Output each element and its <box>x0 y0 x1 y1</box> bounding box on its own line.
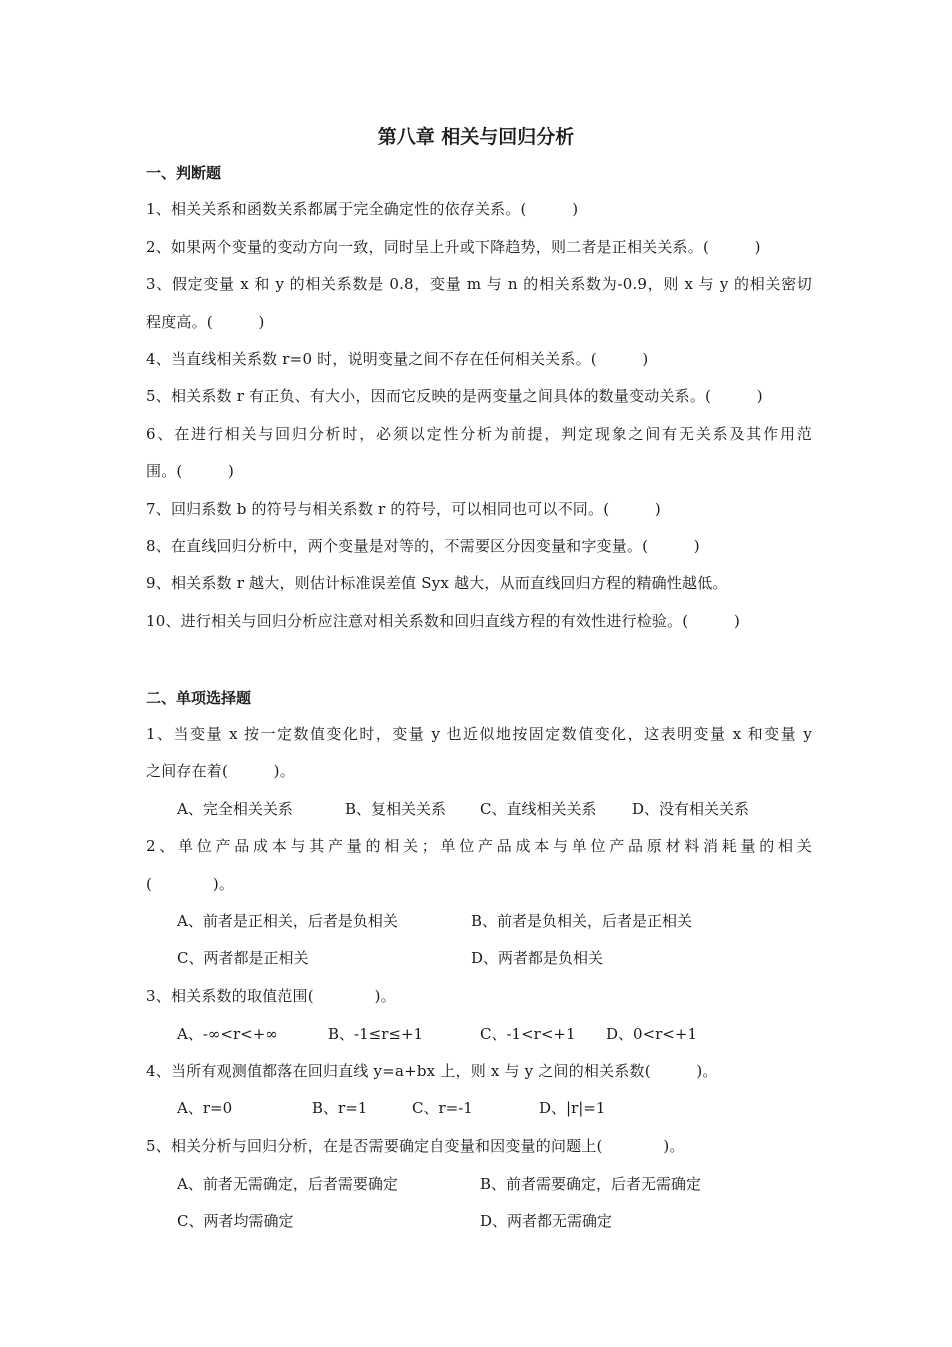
mc-q4-option-a: A、r=0 <box>177 1099 233 1117</box>
mc-q2-option-b: B、前者是负相关，后者是正相关 <box>471 912 693 930</box>
tf-question-7: 7、回归系数 b 的符号与相关系数 r 的符号，可以相同也可以不同。( ) <box>146 500 661 518</box>
tf-question-6-line2: 围。( ) <box>146 462 235 480</box>
mc-q3-option-b: B、-1≤r≤+1 <box>328 1025 424 1043</box>
tf-question-3-line2: 程度高。( ) <box>146 313 265 331</box>
mc-q2-option-c: C、两者都是正相关 <box>177 949 309 967</box>
mc-question-1-line1: 1、当变量 x 按一定数值变化时，变量 y 也近似地按固定数值变化，这表明变量 x 和变量 y <box>146 725 812 743</box>
mc-q3-option-c: C、-1<r<+1 <box>480 1025 576 1043</box>
mc-question-5: 5、相关分析与回归分析，在是否需要确定自变量和因变量的问题上( )。 <box>146 1137 685 1155</box>
mc-q5-option-d: D、两者都无需确定 <box>480 1212 613 1230</box>
mc-q1-option-a: A、完全相关关系 <box>177 800 293 818</box>
tf-question-8: 8、在直线回归分析中，两个变量是对等的，不需要区分因变量和字变量。( ) <box>146 537 700 555</box>
mc-q1-option-d: D、没有相关关系 <box>632 800 750 818</box>
mc-q5-option-b: B、前者需要确定，后者无需确定 <box>480 1175 702 1193</box>
tf-question-5: 5、相关系数 r 有正负、有大小，因而它反映的是两变量之间具体的数量变动关系。( ) <box>146 387 763 405</box>
mc-question-2-line2: ( )。 <box>146 875 235 893</box>
mc-q2-option-a: A、前者是正相关，后者是负相关 <box>177 912 398 930</box>
mc-q4-option-b: B、r=1 <box>312 1099 368 1117</box>
mc-q3-option-d: D、0<r<+1 <box>606 1025 697 1043</box>
tf-question-6-line1: 6、在进行相关与回归分析时，必须以定性分析为前提，判定现象之间有无关系及其作用范 <box>146 425 812 443</box>
tf-question-3-line1: 3、假定变量 x 和 y 的相关系数是 0.8，变量 m 与 n 的相关系数为-0.9，则 x 与 y 的相关密切 <box>146 275 812 293</box>
mc-q5-option-a: A、前者无需确定，后者需要确定 <box>177 1175 398 1193</box>
mc-q4-option-d: D、|r|=1 <box>539 1099 606 1117</box>
mc-question-1-line2: 之间存在着( )。 <box>146 762 295 780</box>
tf-question-4: 4、当直线相关系数 r=0 时，说明变量之间不存在任何相关关系。( ) <box>146 350 649 368</box>
mc-q3-option-a: A、-∞<r<+∞ <box>177 1025 278 1043</box>
section-heading-single-choice: 二、单项选择题 <box>146 689 252 707</box>
mc-question-4: 4、当所有观测值都落在回归直线 y=a+bx 上，则 x 与 y 之间的相关系数( )。 <box>146 1062 718 1080</box>
mc-question-2-line1: 2、单位产品成本与其产量的相关；单位产品成本与单位产品原材料消耗量的相关 <box>146 837 812 855</box>
mc-q2-option-d: D、两者都是负相关 <box>471 949 604 967</box>
tf-question-10: 10、进行相关与回归分析应注意对相关系数和回归直线方程的有效性进行检验。( ) <box>146 612 740 630</box>
mc-q1-option-b: B、复相关关系 <box>345 800 447 818</box>
tf-question-2: 2、如果两个变量的变动方向一致，同时呈上升或下降趋势，则二者是正相关关系。( ) <box>146 238 761 256</box>
mc-q5-option-c: C、两者均需确定 <box>177 1212 294 1230</box>
mc-question-3: 3、相关系数的取值范围( )。 <box>146 987 396 1005</box>
mc-q4-option-c: C、r=-1 <box>412 1099 473 1117</box>
section-heading-true-false: 一、判断题 <box>146 164 222 182</box>
tf-question-1: 1、相关关系和函数关系都属于完全确定性的依存关系。( ) <box>146 200 579 218</box>
mc-q1-option-c: C、直线相关关系 <box>480 800 597 818</box>
chapter-title: 第八章 相关与回归分析 <box>377 126 575 148</box>
tf-question-9: 9、相关系数 r 越大，则估计标准误差值 Syx 越大，从而直线回归方程的精确性越低。 <box>146 574 728 592</box>
